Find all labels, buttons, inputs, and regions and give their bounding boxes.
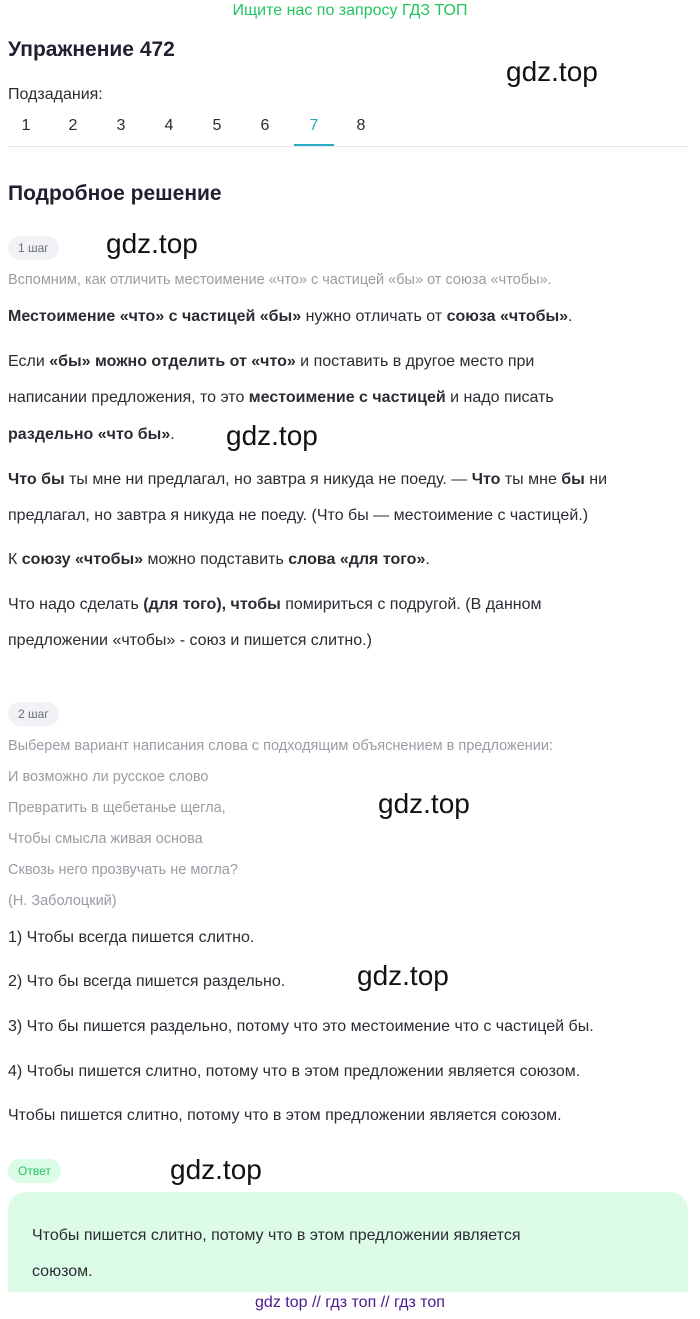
- subtask-tab-4[interactable]: 4: [164, 117, 174, 134]
- text: и поставить в другое место при: [295, 353, 535, 370]
- text: можно подставить: [143, 551, 289, 568]
- poem-line: Сквозь него прозвучать не могла?: [8, 862, 238, 878]
- step-2-hint: Выберем вариант написания слова с подходящим объяснением в предложении:: [8, 738, 554, 754]
- text: нужно отличать от: [301, 308, 447, 325]
- subtask-tab-2[interactable]: 2: [68, 117, 78, 134]
- text: К: [8, 551, 22, 568]
- option-1: 1) Чтобы всегда пишется слитно.: [8, 929, 255, 946]
- watermark: gdz.top: [170, 1154, 262, 1185]
- watermark: gdz.top: [378, 788, 470, 819]
- text: .: [425, 551, 430, 568]
- step-1-paragraph-5-line-1: [8, 596, 542, 614]
- tabs-divider: [8, 146, 688, 147]
- subtasks-label: Подзадания:: [8, 86, 103, 103]
- step-1-badge: 1 шаг: [8, 236, 59, 260]
- step-1-paragraph-3-line-1: [8, 471, 607, 489]
- bold-text: бы: [561, 471, 585, 488]
- watermark: gdz.top: [357, 960, 449, 991]
- step-2-badge: 2 шаг: [8, 702, 59, 726]
- bold-text: (для того), чтобы: [143, 596, 281, 613]
- answer-line: Чтобы пишется слитно, потому что в этом предложении является: [32, 1227, 521, 1244]
- step-1-hint: Вспомним, как отличить местоимение «что» с частицей «бы» от союза «чтобы».: [8, 272, 552, 288]
- bold-text: «бы» можно отделить от «что»: [49, 353, 296, 370]
- poem-line: Чтобы смысла живая основа: [8, 831, 203, 847]
- step-1-paragraph-2-line-3: [8, 426, 175, 444]
- answer-line: союзом.: [32, 1263, 93, 1280]
- text: .: [568, 308, 573, 325]
- subtask-tab-1[interactable]: 1: [21, 117, 31, 134]
- page-title: Упражнение 472: [8, 38, 175, 61]
- bold-text: союза «чтобы»: [446, 308, 569, 325]
- subtask-tab-5[interactable]: 5: [212, 117, 222, 134]
- text: .: [170, 426, 175, 443]
- poem-line: И возможно ли русское слово: [8, 769, 209, 785]
- subtask-tab-8[interactable]: 8: [356, 117, 366, 134]
- bold-text: местоимение с частицей: [248, 389, 446, 406]
- bold-text: Что бы: [8, 471, 65, 488]
- footer-links[interactable]: gdz top // гдз топ // гдз топ: [255, 1294, 445, 1311]
- watermark: gdz.top: [106, 228, 198, 259]
- subtask-tab-7[interactable]: 7: [294, 114, 334, 146]
- text: помириться с подругой. (В данном: [280, 596, 542, 613]
- option-4: 4) Чтобы пишется слитно, потому что в этом предложении является союзом.: [8, 1063, 581, 1080]
- bold-text: слова «для того»: [288, 551, 426, 568]
- bold-text: союзу «чтобы»: [21, 551, 144, 568]
- step-1-paragraph-2-line-2: [8, 389, 554, 407]
- option-2: 2) Что бы всегда пишется раздельно.: [8, 973, 286, 990]
- step-1-paragraph-2-line-1: [8, 353, 534, 371]
- text: и надо писать: [445, 389, 554, 406]
- poem-author: (Н. Заболоцкий): [8, 893, 117, 909]
- search-hint-banner: Ищите нас по запросу ГДЗ ТОП: [232, 2, 468, 19]
- text: Что надо сделать: [8, 596, 144, 613]
- bold-text: Что: [471, 471, 501, 488]
- section-title: Подробное решение: [8, 182, 222, 205]
- poem-line: Превратить в щебетанье щегла,: [8, 800, 226, 816]
- text: написании предложения, то это: [8, 389, 249, 406]
- step-1-paragraph-5-line-2: предложении «чтобы» - союз и пишется слитно.): [8, 632, 372, 649]
- bold-text: Местоимение «что» с частицей «бы»: [8, 308, 302, 325]
- text: ты мне: [500, 471, 562, 488]
- step-1-paragraph-3-line-2: предлагал, но завтра я никуда не поеду. (Что бы — местоимение с частицей.): [8, 507, 589, 524]
- bold-text: раздельно «что бы»: [8, 426, 171, 443]
- text: ты мне ни предлагал, но завтра я никуда не поеду. —: [64, 471, 472, 488]
- watermark: gdz.top: [506, 56, 598, 87]
- step-1-paragraph-4: [8, 551, 430, 569]
- text: ни: [584, 471, 608, 488]
- subtask-tab-6[interactable]: 6: [260, 117, 270, 134]
- text: Если: [8, 353, 50, 370]
- step-1-paragraph-1: [8, 308, 572, 326]
- option-3: 3) Что бы пишется раздельно, потому что это местоимение что с частицей бы.: [8, 1018, 594, 1035]
- answer-badge: Ответ: [8, 1159, 61, 1183]
- step-2-conclusion: Чтобы пишется слитно, потому что в этом предложении является союзом.: [8, 1107, 562, 1124]
- subtask-tab-3[interactable]: 3: [116, 117, 126, 134]
- subtask-tabs: [0, 114, 700, 148]
- watermark: gdz.top: [226, 420, 318, 451]
